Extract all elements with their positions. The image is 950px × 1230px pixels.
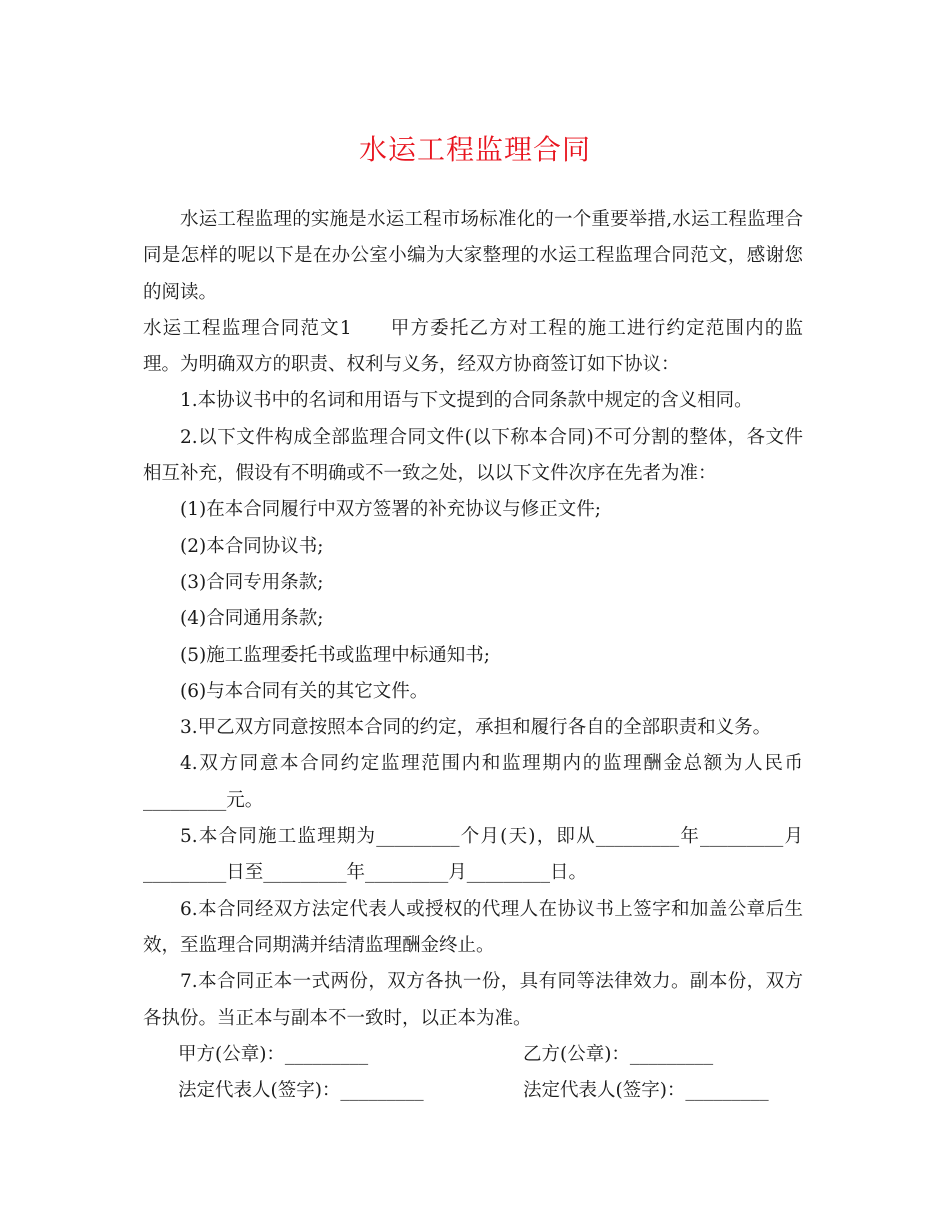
sample-label: 水运工程监理合同范文1 bbox=[143, 317, 352, 339]
representative-signature-row bbox=[143, 1073, 803, 1109]
sample-lead: 甲方委托乙方对工程的施工进行约定范围内的监理。为明确双方的职责、权利与义务，经双方协商签订如下协议： bbox=[143, 317, 803, 376]
clause-4: 4.双方同意本合同约定监理范围内和监理期内的监理酬金总额为人民币_________元。 bbox=[143, 753, 803, 811]
party-b-representative: 法定代表人(签字)：_________ bbox=[523, 1080, 769, 1102]
party-a-representative: 法定代表人(签字)：_________ bbox=[178, 1080, 424, 1102]
clause-5: 5.本合同施工监理期为_________个月(天)，即从_________年_________月_________日至_________年_________月_________日。 bbox=[143, 826, 803, 884]
document-body bbox=[143, 202, 803, 1109]
sample-paragraph bbox=[143, 311, 803, 384]
clause-7: 7.本合同正本一式两份，双方各执一份，具有同等法律效力。副本份，双方各执份。当正本与副本不一致时，以正本为准。 bbox=[143, 971, 803, 1029]
doc-item: (5)施工监理委托书或监理中标通知书; bbox=[180, 644, 490, 666]
clause-1: 1.本协议书中的名词和用语与下文提到的合同条款中规定的含义相同。 bbox=[180, 390, 753, 412]
doc-item: (2)本合同协议书; bbox=[180, 535, 324, 557]
doc-item: (6)与本合同有关的其它文件。 bbox=[180, 680, 429, 702]
intro-paragraph: 水运工程监理的实施是水运工程市场标准化的一个重要举措,水运工程监理合同是怎样的呢以下是在办公室小编为大家整理的水运工程监理合同范文，感谢您的阅读。 bbox=[143, 209, 803, 303]
clause-3: 3.甲乙双方同意按照本合同的约定，承担和履行各自的全部职责和义务。 bbox=[180, 717, 772, 739]
doc-item: (1)在本合同履行中双方签署的补充协议与修正文件; bbox=[180, 499, 601, 521]
clause-6: 6.本合同经双方法定代表人或授权的代理人在协议书上签字和加盖公章后生效，至监理合同期满并结清监理酬金终止。 bbox=[143, 898, 803, 956]
party-b-seal: 乙方(公章)：_________ bbox=[523, 1043, 714, 1065]
doc-item: (4)合同通用条款; bbox=[180, 608, 324, 630]
clause-2: 2.以下文件构成全部监理合同文件(以下称本合同)不可分割的整体，各文件相互补充，假设有不明确或不一致之处，以以下文件次序在先者为准： bbox=[143, 426, 803, 485]
party-a-seal: 甲方(公章)：_________ bbox=[178, 1043, 369, 1065]
document-title: 水运工程监理合同 bbox=[358, 133, 591, 166]
seal-signature-row bbox=[143, 1037, 803, 1073]
doc-item: (3)合同专用条款; bbox=[180, 571, 324, 593]
